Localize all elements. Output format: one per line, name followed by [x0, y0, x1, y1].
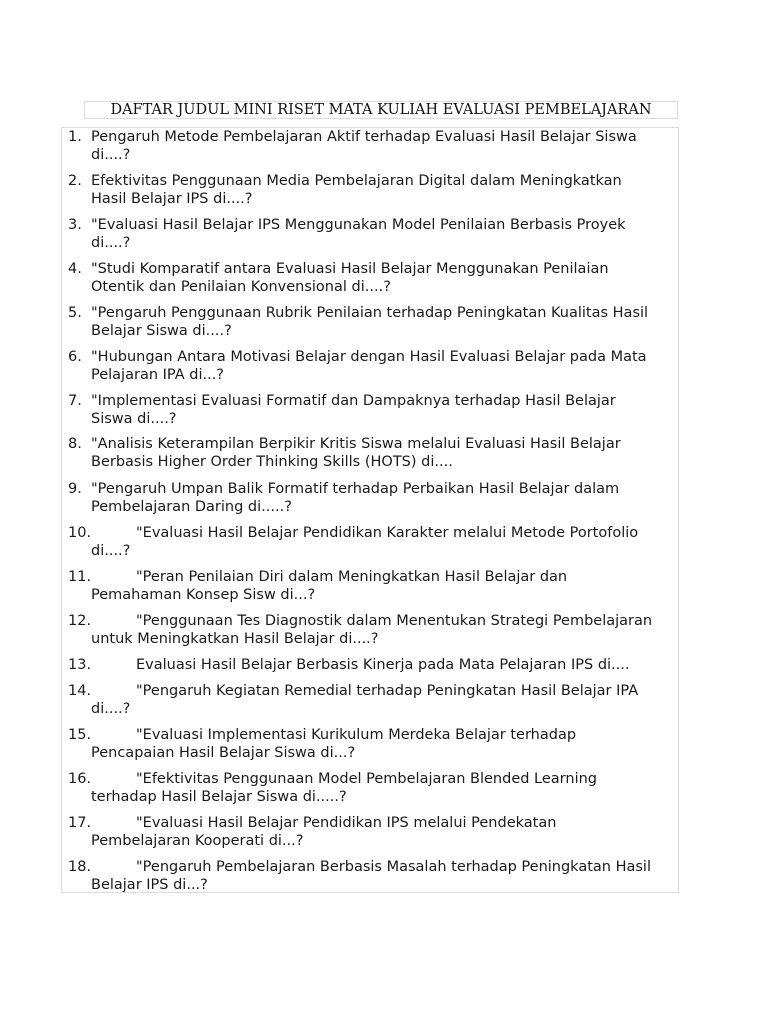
- list-item-text-continuation: Pembelajaran Kooperati di...?: [91, 833, 304, 849]
- list-item-number: 2.: [68, 173, 82, 189]
- document-title-box: [84, 101, 678, 119]
- list-item-text-continuation: Berbasis Higher Order Thinking Skills (HOTS) di....: [91, 454, 453, 470]
- list-item-text-line: "Penggunaan Tes Diagnostik dalam Menentukan Strategi Pembelajaran: [136, 613, 653, 629]
- list-item-text-continuation: di....?: [91, 235, 131, 251]
- list-item-number: 1.: [68, 129, 82, 145]
- document-title: DAFTAR JUDUL MINI RISET MATA KULIAH EVALUASI PEMBELAJARAN: [110, 102, 652, 118]
- list-item-text-continuation: Hasil Belajar IPS di....?: [91, 191, 253, 207]
- list-item-text-continuation: Pembelajaran Daring di.....?: [91, 499, 292, 515]
- list-item-text-continuation: Otentik dan Penilaian Konvensional di....?: [91, 279, 391, 295]
- list-item-number: 6.: [68, 349, 82, 365]
- list-item-number: 3.: [68, 217, 82, 233]
- list-item-number: 4.: [68, 261, 82, 277]
- research-title-list: [61, 127, 679, 893]
- list-item-text-line: "Evaluasi Implementasi Kurikulum Merdeka Belajar terhadap: [136, 727, 577, 743]
- list-item-text-continuation: Pencapaian Hasil Belajar Siswa di...?: [91, 745, 356, 761]
- list-item-text-line: "Pengaruh Umpan Balik Formatif terhadap Perbaikan Hasil Belajar dalam: [91, 481, 620, 497]
- list-item-number: 11.: [68, 569, 92, 585]
- list-item-text-line: "Pengaruh Kegiatan Remedial terhadap Peningkatan Hasil Belajar IPA: [136, 683, 639, 699]
- list-item-text-continuation: di....?: [91, 147, 131, 163]
- list-item-text-line: "Hubungan Antara Motivasi Belajar dengan Hasil Evaluasi Belajar pada Mata: [91, 349, 647, 365]
- list-item-text-line: "Implementasi Evaluasi Formatif dan Dampaknya terhadap Hasil Belajar: [91, 393, 616, 409]
- list-item-text-line: Evaluasi Hasil Belajar Berbasis Kinerja pada Mata Pelajaran IPS di....: [136, 657, 630, 673]
- list-item-number: 12.: [68, 613, 92, 629]
- list-item-text-line: Pengaruh Metode Pembelajaran Aktif terhadap Evaluasi Hasil Belajar Siswa: [91, 129, 637, 145]
- list-item-text-continuation: di....?: [91, 543, 131, 559]
- list-item-number: 16.: [68, 771, 92, 787]
- list-item-text-continuation: Belajar IPS di...?: [91, 877, 208, 893]
- list-item-number: 8.: [68, 436, 82, 452]
- list-item-number: 10.: [68, 525, 92, 541]
- list-item-text-continuation: untuk Meningkatkan Hasil Belajar di....?: [91, 631, 379, 647]
- list-item-number: 7.: [68, 393, 82, 409]
- list-item-text-line: "Evaluasi Hasil Belajar Pendidikan IPS melalui Pendekatan: [136, 815, 557, 831]
- list-item-number: 5.: [68, 305, 82, 321]
- list-item-number: 9.: [68, 481, 82, 497]
- list-item-text-line: "Evaluasi Hasil Belajar Pendidikan Karakter melalui Metode Portofolio: [136, 525, 639, 541]
- list-item-text-continuation: terhadap Hasil Belajar Siswa di.....?: [91, 789, 347, 805]
- list-item-text-line: "Efektivitas Penggunaan Model Pembelajaran Blended Learning: [136, 771, 597, 787]
- list-item-number: 15.: [68, 727, 92, 743]
- list-item-text-continuation: Belajar Siswa di....?: [91, 323, 232, 339]
- list-item-number: 14.: [68, 683, 92, 699]
- list-item-number: 13.: [68, 657, 92, 673]
- list-item-text-continuation: Siswa di....?: [91, 411, 177, 427]
- list-item-number: 18.: [68, 859, 92, 875]
- list-item-text-line: "Evaluasi Hasil Belajar IPS Menggunakan Model Penilaian Berbasis Proyek: [91, 217, 626, 233]
- list-item-text-line: "Peran Penilaian Diri dalam Meningkatkan Hasil Belajar dan: [136, 569, 568, 585]
- list-item-text-line: "Pengaruh Penggunaan Rubrik Penilaian terhadap Peningkatan Kualitas Hasil: [91, 305, 649, 321]
- list-item-text-line: "Studi Komparatif antara Evaluasi Hasil Belajar Menggunakan Penilaian: [91, 261, 609, 277]
- list-item-text-continuation: di....?: [91, 701, 131, 717]
- list-item-text-continuation: Pelajaran IPA di...?: [91, 367, 224, 383]
- list-item-text-line: "Analisis Keterampilan Berpikir Kritis Siswa melalui Evaluasi Hasil Belajar: [91, 436, 621, 452]
- list-item-text-line: "Pengaruh Pembelajaran Berbasis Masalah terhadap Peningkatan Hasil: [136, 859, 651, 875]
- list-item-text-continuation: Pemahaman Konsep Sisw di...?: [91, 587, 316, 603]
- list-item-number: 17.: [68, 815, 92, 831]
- list-item-text-line: Efektivitas Penggunaan Media Pembelajaran Digital dalam Meningkatkan: [91, 173, 622, 189]
